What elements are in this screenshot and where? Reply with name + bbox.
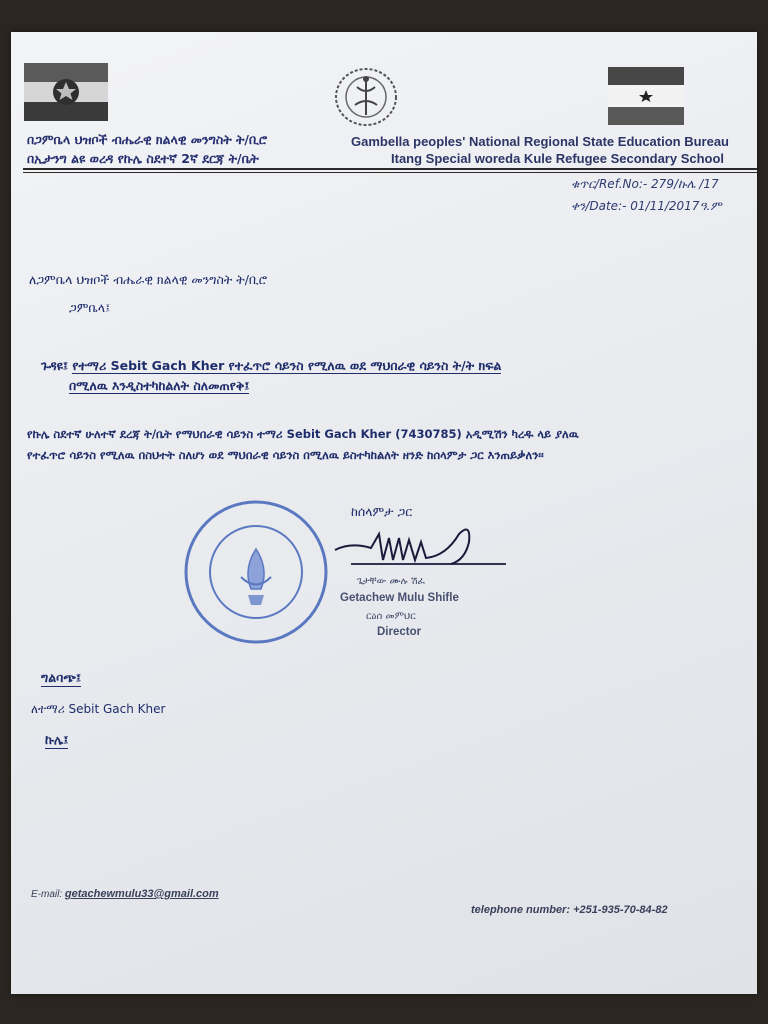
- signer-title-english: Director: [377, 626, 422, 638]
- official-school-stamp: [181, 497, 331, 647]
- header-divider-top: [23, 168, 757, 170]
- footer-email: [31, 888, 219, 900]
- body-line2: የተፈጥሮ ሳይንስ የሚለዉ በስህተት ስለሆነ ወደ ማህበራዊ ሳይንስ በሚለዉ ይስተካከልለት ዘንድ ከሰላምታ ጋር እንጠይቃለን፡፡: [27, 448, 544, 462]
- reference-number: [571, 177, 719, 192]
- signer-amharic: ጌታቸው ሙሉ ሽፈ: [357, 576, 426, 587]
- footer-phone: [471, 904, 668, 916]
- email-address-link[interactable]: getachewmulu33@gmail.com: [64, 888, 219, 900]
- subject-text-line1: የተማሪ Sebit Gach Kher የተፈጥሮ ሳይንስ የሚለዉ ወደ ማህበራዊ ሳይንስ ት/ት ክፍል: [72, 358, 502, 373]
- signer-title-amharic: ርዕሰ መምህር: [366, 611, 416, 622]
- subject-label: ጉዳዩ፤: [41, 358, 69, 373]
- subject-line1: [41, 358, 501, 374]
- letterhead-amharic-line2: በኢታንግ ልዩ ወረዳ የኩሌ ስደተኛ 2ኛ ደርጃ ት/ቤት: [27, 151, 259, 166]
- phone-label: telephone number:: [471, 904, 571, 916]
- ref-label: ቁጥር/Ref.No:-: [571, 177, 648, 191]
- recipient-line1: ለጋምቤላ ህዝቦች ብሔራዊ ክልላዊ መንግስት ት/ቢሮ: [29, 272, 268, 287]
- letterhead-amharic-line1: በጋምቤላ ህዝቦች ብሔራዊ ክልላዊ መንግስት ት/ቢሮ: [27, 132, 268, 147]
- closing-greeting: ከሰላምታ ጋር: [351, 504, 413, 519]
- date-label: ቀን/Date:-: [571, 199, 627, 213]
- signer-name: Getachew Mulu Shifle: [340, 592, 459, 604]
- ref-value: 279/ኩሌ /17: [651, 177, 719, 191]
- cc-label: ግልባጭ፤: [41, 670, 82, 685]
- center-regional-seal: [331, 65, 401, 129]
- subject-line2: [69, 378, 249, 394]
- date-line: [571, 199, 722, 214]
- right-flag-emblem: [608, 67, 684, 125]
- subject-text-line2: በሚለዉ እንዲስተካከልለት ስለመጠየቅ፤: [69, 378, 250, 393]
- left-flag-emblem: [24, 63, 108, 121]
- letter-page: [11, 32, 757, 994]
- body-line1: የኩሌ ስደተኛ ሁለተኛ ደረጃ ት/ቤት የማህበራዊ ሳይንስ ተማሪ Sebit Gach Kher (7430785) አዲሚሽን ካረዱ ላይ ያለዉ: [27, 427, 579, 441]
- handwritten-signature: [331, 520, 506, 580]
- letterhead-english-line1: Gambella peoples' National Regional State Education Bureau: [351, 134, 730, 149]
- letterhead-english-line2: Itang Special woreda Kule Refugee Secondary School: [391, 151, 725, 166]
- email-label: E-mail:: [31, 889, 63, 900]
- cc-line1: ለተማሪ Sebit Gach Kher: [31, 702, 166, 716]
- recipient-line2: ጋምቤላ፤: [69, 300, 111, 315]
- date-value: 01/11/2017ዓ.ም: [630, 199, 722, 213]
- cc-line2: ኩሌ፤: [45, 732, 69, 747]
- phone-number: +251-935-70-84-82: [573, 904, 668, 916]
- header-divider-bottom: [23, 172, 757, 173]
